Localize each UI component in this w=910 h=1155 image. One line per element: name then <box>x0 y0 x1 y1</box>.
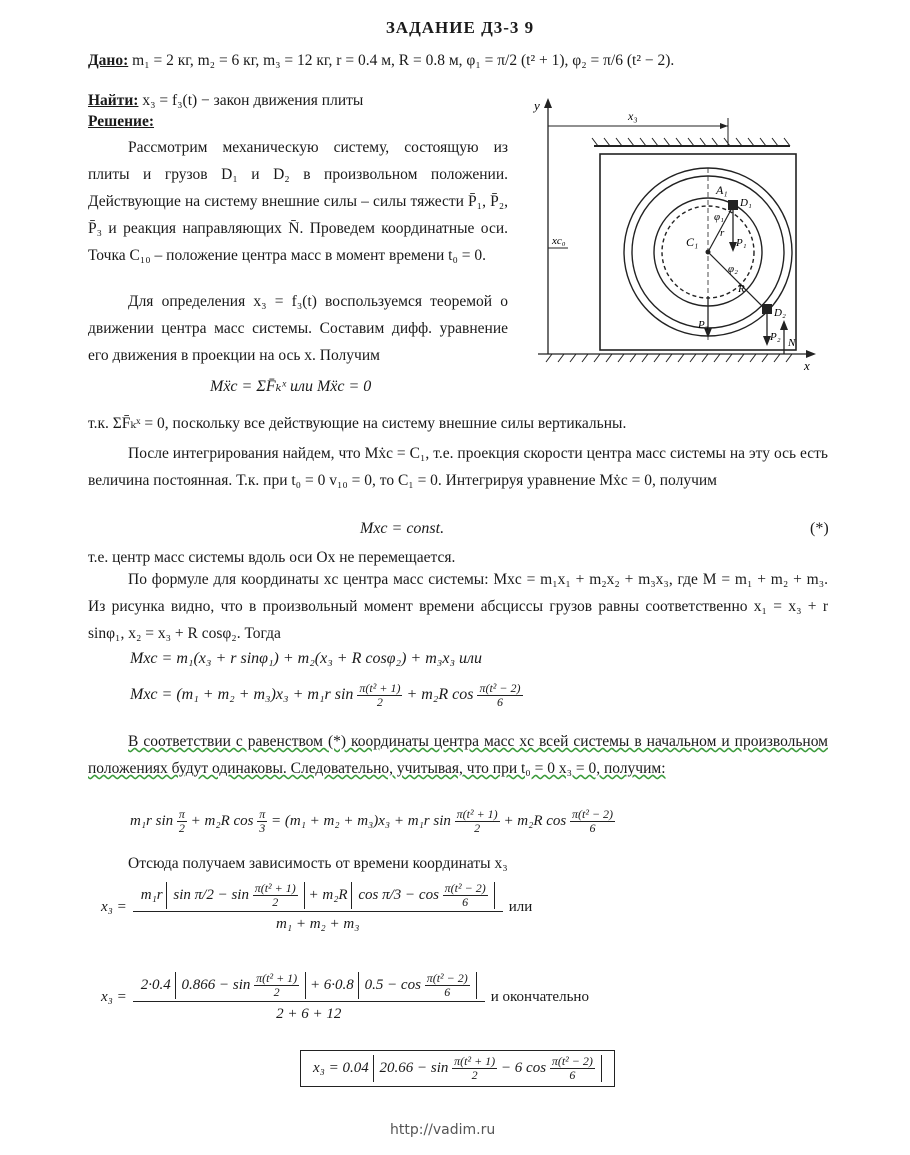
solution-label: Решение: <box>88 113 155 130</box>
paragraph-3: т.к. ΣF̄ₖˣ = 0, поскольку все действующие на систему внешние силы вертикальны. <box>88 415 627 432</box>
phi1-label: φ₁ <box>714 211 724 223</box>
find-line <box>88 90 363 111</box>
paragraph-6: По формуле для координаты xc центра масс системы: Mxc = m₁x₁ + m₂x₂ + m₃x₃, где M = m₁ + m₂ + m₃. Из рисунка видно, что в произвольный момент времени абсциссы грузов равны соответственно x₁ = x₃ + r sinφ₁, x₂ = x₃ + R cosφ₂. Тогда <box>88 571 828 642</box>
c1-label: C₁ <box>686 235 699 249</box>
load-d2 <box>762 304 772 314</box>
x3-label: x₃ <box>628 109 638 123</box>
x-axis-label: x <box>804 358 810 373</box>
p2-label: P₂ <box>770 331 781 343</box>
R-label: R <box>738 283 745 295</box>
given-label: Дано: <box>88 52 129 69</box>
paragraph-2: Для определения x₃ = f₃(t) воспользуемся теоремой о движении центра масс системы. Составим дифф. уравнение его движения в проекции на ось x. Получим <box>88 293 508 364</box>
formula-4-left: Mxc = (m₁ + m₂ + m₃)x₃ + m₁r sin <box>130 686 354 704</box>
equation-number: (*) <box>810 520 829 537</box>
load-d1 <box>728 200 738 210</box>
phi2-label: φ₂ <box>728 263 738 275</box>
paragraph-4: После интегрирования найдем, что Mẋc = C₁, т.е. проекция скорости центра масс системы на эту ось есть величина постоянная. Т.к. при t₀ = 0 v₁₀ = 0, то C₁ = 0. Интегрируя уравнение Mẋc = 0, получим <box>88 445 828 489</box>
paragraph-8: Отсюда получаем зависимость от времени координаты x₃ <box>128 855 508 872</box>
bottom-guide-hatch <box>546 354 792 362</box>
given-text: m₁ = 2 кг, m₂ = 6 кг, m₃ = 12 кг, r = 0.4 м, R = 0.8 м, φ₁ = π/2 (t² + 1), φ₂ = π/6 (t² − 2). <box>132 52 675 69</box>
formula-7: x₃ = 2·0.4 0.866 − sin $\frac{\text{π(t² + 1)}}{2}$ + 6·0.8 0.5 − cos $\frac{\text{π(t² − 2)}}{6}$ и окончательно 2 + 6 + 12 <box>101 971 589 1022</box>
r-label: r <box>720 227 725 239</box>
footer-url: http://vadim.ru <box>390 1122 496 1138</box>
y-axis-label: y <box>534 98 540 113</box>
p3-label: P₃ <box>698 319 709 331</box>
paragraph-5: т.е. центр масс системы вдоль оси Ox не перемещается. <box>88 549 456 566</box>
solution-line <box>88 111 154 132</box>
page-title: ЗАДАНИЕ Д3-3 9 <box>385 18 535 37</box>
a1-label: A₁ <box>716 183 728 197</box>
given-line <box>88 50 674 71</box>
formula-5: m₁r sin $\frac{\pi}{2}$ + m₂R cos $\frac{\pi}{3}$ = (m₁ + m₂ + m₃)x₃ + m₁r sin $\frac{\text{π(t² + 1)}}{2}$ + m₂R cos $\frac{\text{π(t² − 2)}}{6}$ <box>130 807 614 835</box>
n-label: N <box>788 337 796 349</box>
mechanism-figure <box>528 96 818 376</box>
paragraph-7: В соответствии с равенством (*) координаты центра масс xc всей системы в начальном и произвольном положениях будут одинаковы. Следовательно, учитывая, что при t₀ = 0 x₃ = 0, получим: <box>88 733 828 777</box>
formula-4-mid: + m₂R cos <box>406 686 474 704</box>
fraction-a: $\frac{\text{π(t² + 1)}}{2}$ <box>359 681 401 709</box>
paragraph-1: Рассмотрим механическую систему, состоящую из плиты и грузов D₁ и D₂ в произвольном положении. Действующие на систему внешние силы – силы тяжести P̄₁, P̄₂, P̄₃ и реакция направляющих N̄. Проведем координатные оси. Точка C₁₀ – положение центра масс в момент времени t₀ = 0. <box>88 139 508 264</box>
d1-label: D₁ <box>740 197 752 209</box>
formula-3: Mxc = m₁(x₃ + r sinφ₁) + m₂(x₃ + R cosφ₂) + m₃x₃ или <box>130 650 482 667</box>
formula-4 <box>130 682 523 709</box>
find-text: x₃ = f₃(t) − закон движения плиты <box>142 92 364 109</box>
formula-2: Mxc = const. <box>360 520 445 537</box>
top-guide-hatch <box>592 138 790 146</box>
fraction-b: $\frac{\text{π(t² − 2)}}{6}$ <box>479 681 521 709</box>
xc0-label: xc₀ <box>552 235 566 247</box>
find-label: Найти: <box>88 92 139 109</box>
formula-6: x₃ = m₁r sin π/2 − sin $\frac{\text{π(t² + 1)}}{2}$ + m₂R cos π/3 − cos $\frac{\text{π(t² − 2)}}{6}$ или m₁ + m₂ + m₃ <box>101 881 533 932</box>
final-result: x₃ = 0.04 20.66 − sin $\frac{\text{π(t² + 1)}}{2}$ − 6 cos $\frac{\text{π(t² − 2)}}{6}$ <box>300 1050 615 1087</box>
p1-label: P₁ <box>736 237 747 249</box>
d2-label: D₂ <box>774 307 786 319</box>
formula-1: Mẍc = ΣF̄ₖˣ или Mẍc = 0 <box>210 378 372 395</box>
